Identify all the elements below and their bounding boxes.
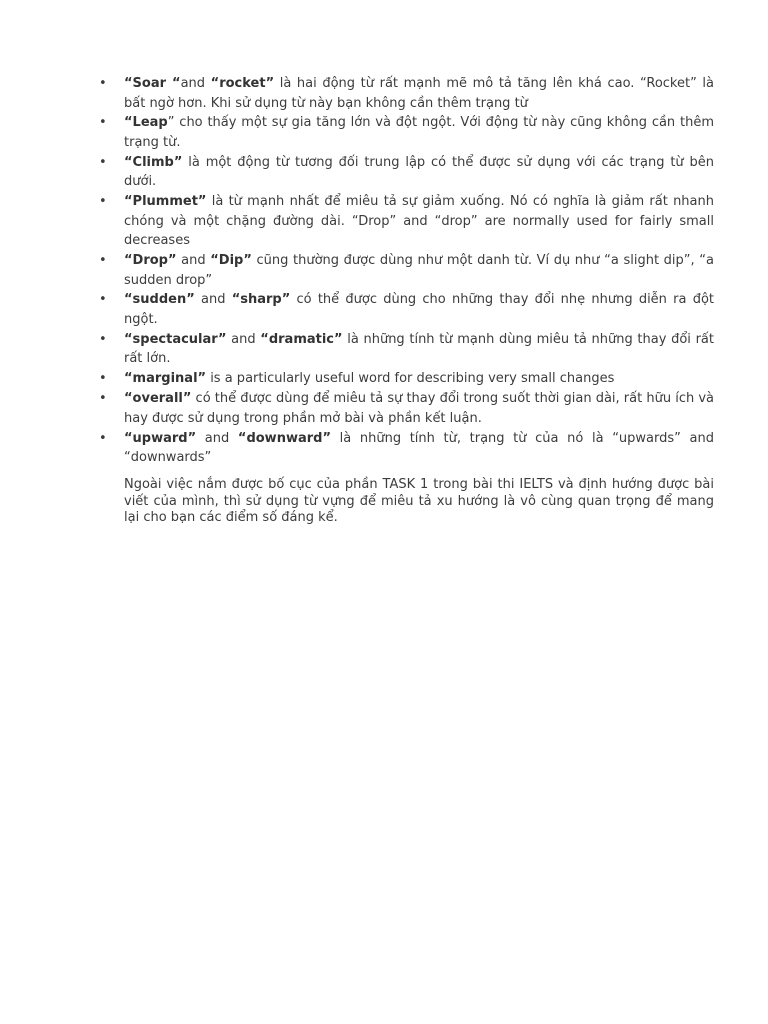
key-term: “Leap <box>124 115 168 131</box>
key-term: “overall” <box>124 391 192 407</box>
bullet-item <box>96 330 714 369</box>
item-text: ” cho thấy một sự gia tăng lớn và đột ngột. Với động từ này cũng không cần thêm trạng từ. <box>124 115 714 150</box>
bullet-item <box>96 429 714 468</box>
bullet-dot-icon: • <box>99 115 107 131</box>
bullet-item <box>96 113 714 152</box>
key-term: “spectacular” <box>124 331 227 347</box>
bullet-dot-icon: • <box>99 371 107 387</box>
item-text: and <box>196 430 238 446</box>
bullet-item <box>96 74 714 113</box>
bullet-dot-icon: • <box>99 154 107 170</box>
vocabulary-bullet-list <box>96 74 714 468</box>
bullet-item <box>96 290 714 329</box>
item-text: and <box>176 253 211 269</box>
key-term: “Plummet” <box>124 194 207 210</box>
item-text: and <box>194 292 232 308</box>
bullet-dot-icon: • <box>99 331 107 347</box>
item-text: có thể được dùng để miêu tả sự thay đổi trong suốt thời gian dài, rất hữu ích và hay được sử dụng trong phần mở bài và phần kết luận. <box>124 391 714 426</box>
item-text: is a particularly useful word for describing very small changes <box>206 371 615 387</box>
key-term: “marginal” <box>124 371 207 387</box>
bullet-item <box>96 389 714 428</box>
bullet-item <box>96 192 714 251</box>
item-text: and <box>226 331 261 347</box>
item-text: cũng thường được dùng như một danh từ. Ví dụ như “a slight dip”, “a sudden drop” <box>124 253 714 288</box>
item-text: là hai động từ rất mạnh mẽ mô tả tăng lên khá cao. “Rocket” là bất ngờ hơn. Khi sử dụng từ này bạn không cần thêm trạng từ <box>124 76 715 111</box>
key-term: “rocket” <box>210 76 275 91</box>
bullet-dot-icon: • <box>99 253 107 269</box>
key-term: “upward” <box>124 430 197 446</box>
item-text: là những tính từ, trạng từ của nó là “upwards” and “downwards” <box>124 430 714 466</box>
key-term: “sharp” <box>231 292 291 308</box>
bullet-dot-icon: • <box>99 76 107 91</box>
item-text: là từ mạnh nhất để miêu tả sự giảm xuống. Nó có nghĩa là giảm rất nhanh chóng và một chặng đường dài. “Drop” and “drop” are normally used for fairly small decreases <box>124 194 714 249</box>
bullet-dot-icon: • <box>99 292 107 308</box>
item-text: có thể được dùng cho những thay đổi nhẹ nhưng diễn ra đột ngột. <box>124 292 714 327</box>
conclusion-paragraph: Ngoài việc nắm được bố cục của phần TASK 1 trong bài thi IELTS và định hướng được bài viết của mình, thì sử dụng từ vựng để miêu tả xu hướng là vô cùng quan trọng để mang lại cho bạn các điểm số đáng kể. <box>124 477 714 525</box>
key-term: “Dip” <box>210 253 252 269</box>
bullet-item <box>96 153 714 192</box>
bullet-item <box>96 251 714 290</box>
key-term: “dramatic” <box>260 331 343 347</box>
key-term: “Drop” <box>124 253 177 269</box>
bullet-dot-icon: • <box>99 194 107 210</box>
item-text: là những tính từ mạnh dùng miêu tả những thay đổi rất rất lớn. <box>124 331 714 367</box>
key-term: “sudden” <box>124 292 195 308</box>
item-text: là một động từ tương đối trung lập có thể được sử dụng với các trạng từ bên dưới. <box>124 154 714 190</box>
key-term: “Soar “ <box>124 76 181 91</box>
bullet-dot-icon: • <box>99 430 107 446</box>
key-term: “downward” <box>237 430 331 446</box>
bullet-item <box>96 369 714 389</box>
item-text: and <box>180 76 211 91</box>
bullet-dot-icon: • <box>99 391 107 407</box>
key-term: “Climb” <box>124 154 183 170</box>
